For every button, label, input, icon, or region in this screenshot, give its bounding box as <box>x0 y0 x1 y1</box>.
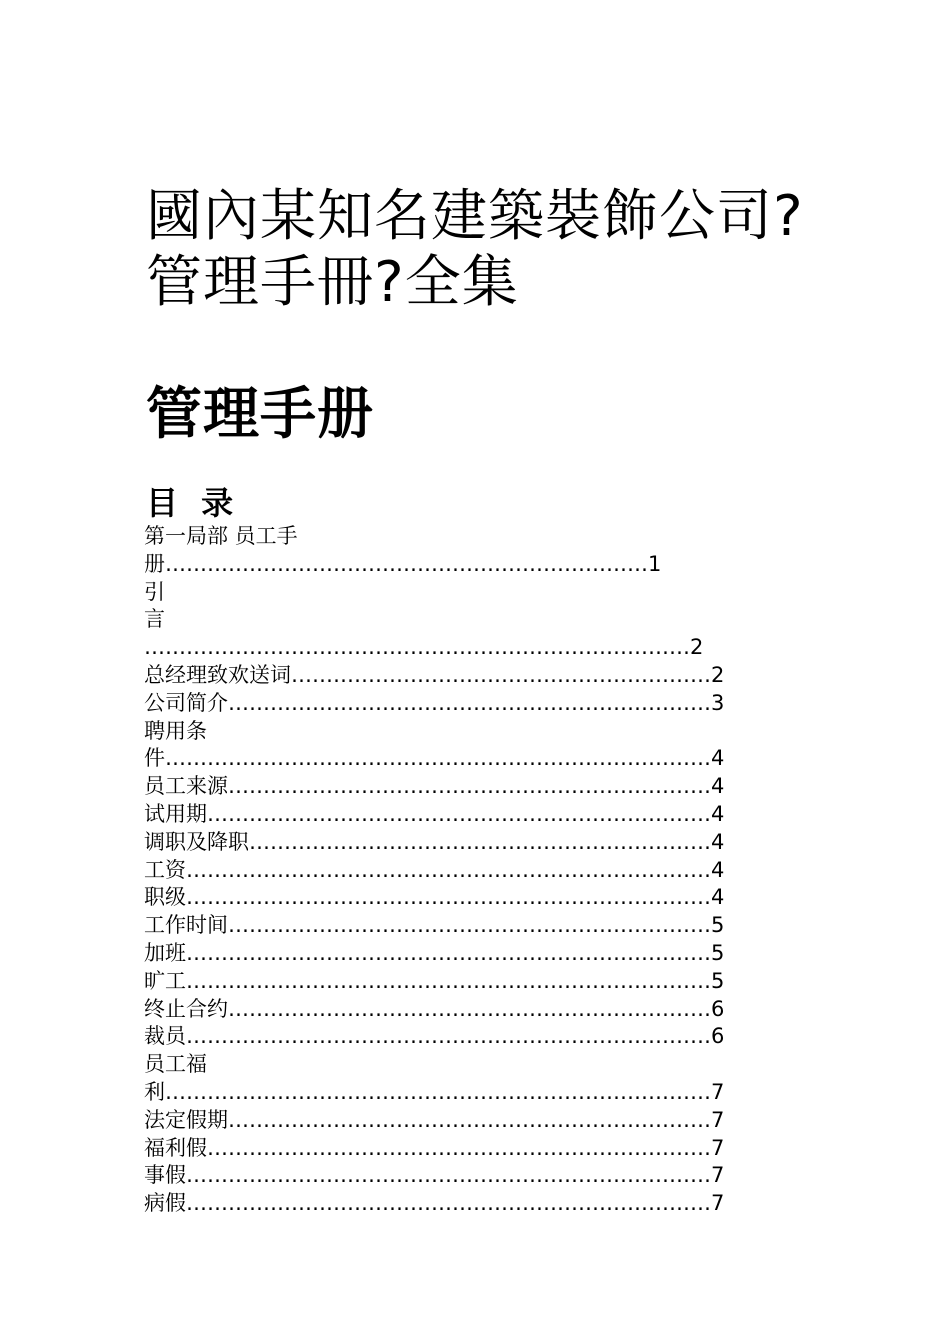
toc-line: 福利假………………………………………………………………7 <box>144 1135 725 1160</box>
toc-line: 裁员…………………………………………………………………6 <box>144 1024 725 1049</box>
toc-line: 旷工…………………………………………………………………5 <box>144 968 725 993</box>
toc-line: 工作时间……………………………………………………………5 <box>144 913 725 938</box>
toc-line: 第一局部 员工手 <box>144 524 298 548</box>
toc-line: 员工福 <box>144 1052 207 1077</box>
toc-line: 工资…………………………………………………………………4 <box>144 857 725 882</box>
toc-line: 总经理致欢送词……………………………………………………2 <box>144 662 725 687</box>
toc-heading: 目 录 <box>146 484 240 522</box>
toc-line: 调职及降职…………………………………………………………4 <box>144 829 725 854</box>
toc-line: 聘用条 <box>144 718 207 743</box>
toc-line: 法定假期……………………………………………………………7 <box>144 1107 725 1132</box>
toc-line: ……………………………………………………………………2 <box>144 635 704 660</box>
toc-line: 引 <box>144 579 165 604</box>
toc-line: 事假…………………………………………………………………7 <box>144 1163 725 1188</box>
toc-line: 公司简介……………………………………………………………3 <box>144 690 725 715</box>
toc-line: 员工来源……………………………………………………………4 <box>144 774 725 799</box>
document-subtitle: 管理手册 <box>146 382 374 447</box>
toc-line: 言 <box>144 607 165 632</box>
table-of-contents <box>144 523 864 1218</box>
document-title <box>146 184 866 316</box>
toc-line: 册……………………………………………………………1 <box>144 551 662 576</box>
toc-line: 职级…………………………………………………………………4 <box>144 885 725 910</box>
toc-line: 终止合约……………………………………………………………6 <box>144 996 725 1021</box>
toc-line: 利……………………………………………………………………7 <box>144 1079 725 1104</box>
toc-line: 件……………………………………………………………………4 <box>144 746 725 771</box>
toc-line: 试用期………………………………………………………………4 <box>144 801 725 826</box>
title-line-1: 國內某知名建築裝飾公司? <box>146 184 804 249</box>
toc-line: 病假…………………………………………………………………7 <box>144 1191 725 1216</box>
toc-line: 加班…………………………………………………………………5 <box>144 940 725 965</box>
title-line-2: 管理手冊?全集 <box>146 250 519 315</box>
